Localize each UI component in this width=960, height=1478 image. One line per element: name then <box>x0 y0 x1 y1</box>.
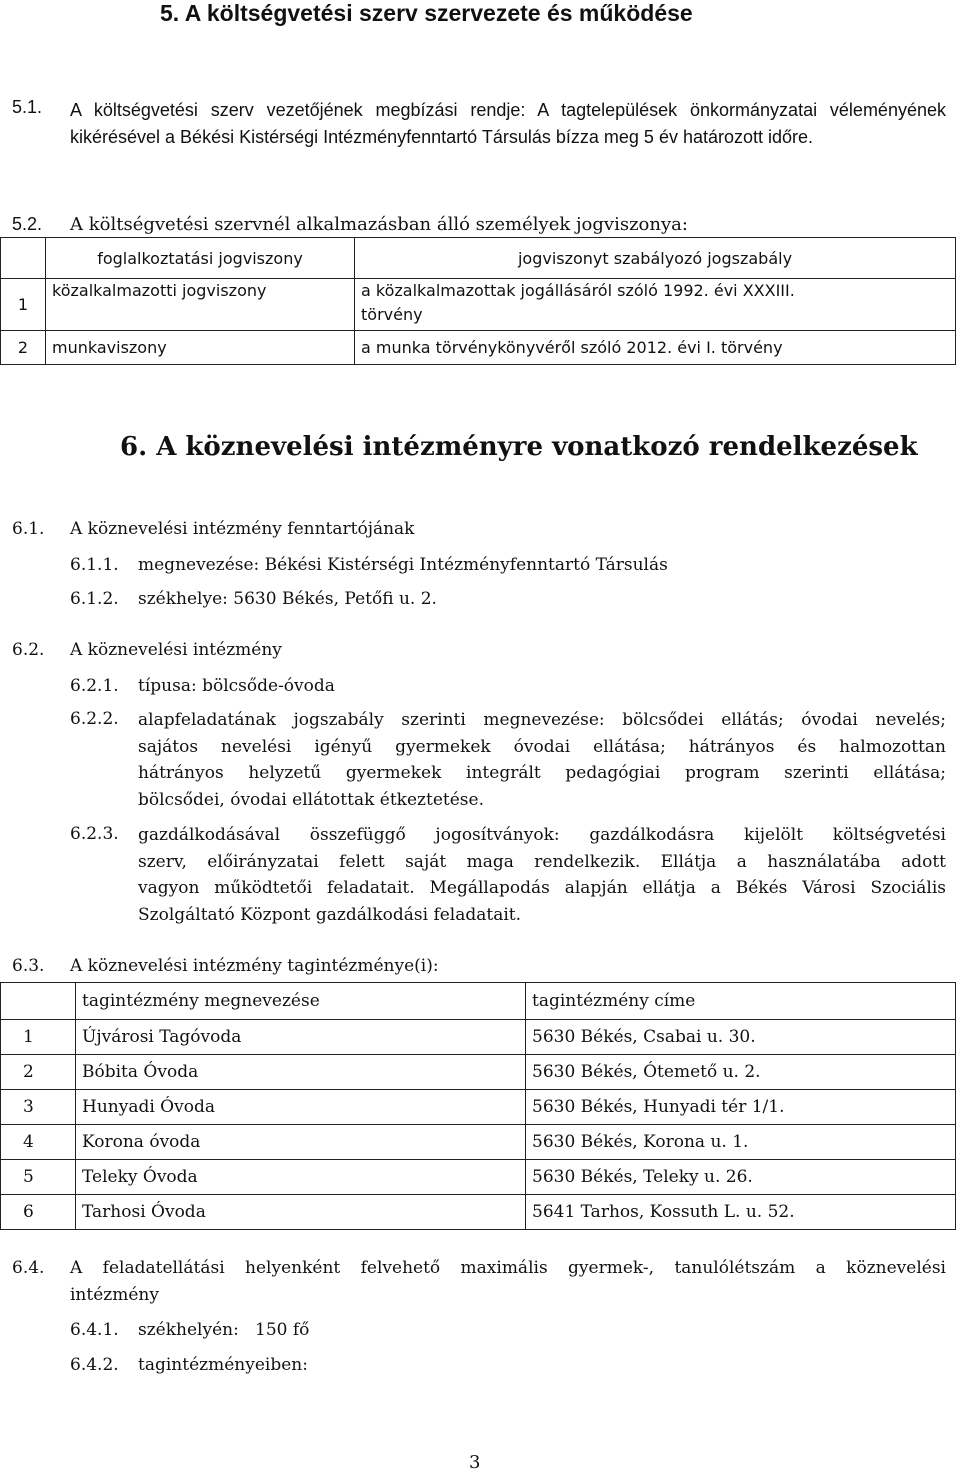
institution-address: 5630 Békés, Ótemető u. 2. <box>526 1055 956 1090</box>
institution-address: 5630 Békés, Csabai u. 30. <box>526 1020 956 1055</box>
item-number: 6.1.1. <box>70 555 119 575</box>
governing-law: a munka törvénykönyvéről szóló 2012. évi I. törvény <box>355 331 956 365</box>
institution-name: Újvárosi Tagóvoda <box>76 1020 526 1055</box>
section-6-1-title: A köznevelési intézmény fenntartójának <box>70 519 415 539</box>
institution-name: Bóbita Óvoda <box>76 1055 526 1090</box>
governing-law <box>355 279 956 331</box>
table-row <box>1 1160 956 1195</box>
row-number: 2 <box>1 1055 76 1090</box>
section-6-2-number: 6.2. <box>12 640 45 660</box>
section-5-heading: 5. A költségvetési szerv szervezete és működése <box>160 0 693 26</box>
row-number: 3 <box>1 1090 76 1125</box>
item-number: 6.2.2. <box>70 709 119 729</box>
institution-address: 5630 Békés, Teleky u. 26. <box>526 1160 956 1195</box>
core-tasks-paragraph <box>138 707 946 813</box>
management-rights-paragraph <box>138 822 946 928</box>
row-number: 1 <box>1 1020 76 1055</box>
section-6-4-number: 6.4. <box>12 1258 45 1278</box>
maintainer-name: megnevezése: Békési Kistérségi Intézményfenntartó Társulás <box>138 555 668 575</box>
page-number: 3 <box>469 1452 481 1473</box>
row-number: 1 <box>1 279 46 331</box>
table-header-row <box>1 983 956 1020</box>
text-line: sajátos nevelési igényű gyermekek óvodai ellátása; hátrányos és halmozottan <box>138 736 946 757</box>
text-line: szerv, előirányzatai felett saját maga rendelkezik. Ellátja a használatába adott <box>138 851 946 872</box>
text-line: alapfeladatának jogszabály szerinti megnevezése: bölcsődei ellátás; óvodai nevelés; <box>138 710 946 730</box>
institution-address: 5641 Tarhos, Kossuth L. u. 52. <box>526 1195 956 1230</box>
row-number: 6 <box>1 1195 76 1230</box>
text-line: bölcsődei, óvodai ellátottak étkeztetése. <box>138 789 484 810</box>
section-6-1-number: 6.1. <box>12 519 45 539</box>
table-row <box>1 279 956 331</box>
institution-name: Korona óvoda <box>76 1125 526 1160</box>
institution-address: 5630 Békés, Hunyadi tér 1/1. <box>526 1090 956 1125</box>
table-header-row <box>1 238 956 279</box>
item-number: 6.2.1. <box>70 676 119 696</box>
table-row <box>1 1055 956 1090</box>
paragraph-5-1-number: 5.1. <box>12 97 43 117</box>
maintainer-address: székhelye: 5630 Békés, Petőfi u. 2. <box>138 589 437 609</box>
table-row <box>1 1090 956 1125</box>
paragraph-5-1-text: A költségvetési szerv vezetőjének megbízási rendje: A tagtelepülések önkormányzatai véleményének kikérésével a Békési Kistérségi Intézményfenntartó Társulás bízza meg 5 év határozott időre. <box>70 100 946 147</box>
text-line: hátrányos helyzetű gyermekek integrált pedagógiai program szerinti ellátása; <box>138 763 946 783</box>
institution-name: Tarhosi Óvoda <box>76 1195 526 1230</box>
section-6-4-text: A feladatellátási helyenként felvehető maximális gyermek-, tanulólétszám a köznevelési <box>70 1258 946 1278</box>
row-number: 4 <box>1 1125 76 1160</box>
section-6-2-title: A köznevelési intézmény <box>70 640 282 660</box>
institution-name: Teleky Óvoda <box>76 1160 526 1195</box>
row-number: 5 <box>1 1160 76 1195</box>
item-number: 6.1.2. <box>70 589 119 609</box>
table-row <box>1 1195 956 1230</box>
table-row <box>1 1020 956 1055</box>
institution-name: Hunyadi Óvoda <box>76 1090 526 1125</box>
table-row <box>1 1125 956 1160</box>
table-cell <box>1 983 76 1020</box>
employment-type: munkaviszony <box>46 331 355 365</box>
table-cell <box>1 238 46 279</box>
section-6-heading: 6. A köznevelési intézményre vonatkozó rendelkezések <box>120 432 918 462</box>
governing-law-line: a közalkalmazottak jogállásáról szóló 1992. évi XXXIII. <box>361 281 795 300</box>
item-number: 6.2.3. <box>70 824 119 844</box>
section-6-4-text-cont: intézmény <box>70 1285 159 1305</box>
member-institutions-table <box>0 982 956 1230</box>
section-6-3-number: 6.3. <box>12 956 45 976</box>
column-header-name: tagintézmény megnevezése <box>76 983 526 1020</box>
governing-law-line: törvény <box>361 305 423 324</box>
employment-type: közalkalmazotti jogviszony <box>46 279 355 331</box>
item-number: 6.4.1. <box>70 1320 119 1340</box>
employment-relations-table <box>0 237 956 365</box>
column-header-employment-type: foglalkoztatási jogviszony <box>46 238 355 279</box>
text-line: vagyon működtetői feladatait. Megállapodás alapján ellátja a Békés Városi Szociális <box>138 878 946 898</box>
text-line: Szolgáltató Központ gazdálkodási feladatait. <box>138 904 522 925</box>
member-institutions-capacity: tagintézményeiben: <box>138 1355 308 1375</box>
column-header-governing-law: jogviszonyt szabályozó jogszabály <box>355 238 956 279</box>
section-6-3-title: A köznevelési intézmény tagintézménye(i): <box>70 956 439 976</box>
institution-type: típusa: bölcsőde-óvoda <box>138 676 335 696</box>
column-header-address: tagintézmény címe <box>526 983 956 1020</box>
paragraph-5-2-number: 5.2. <box>12 214 43 234</box>
text-line: gazdálkodásával összefüggő jogosítványok: gazdálkodásra kijelölt költségvetési <box>138 825 946 845</box>
paragraph-5-2-text: A költségvetési szervnél alkalmazásban álló személyek jogviszonya: <box>70 214 688 235</box>
row-number: 2 <box>1 331 46 365</box>
institution-address: 5630 Békés, Korona u. 1. <box>526 1125 956 1160</box>
item-number: 6.4.2. <box>70 1355 119 1375</box>
table-row <box>1 331 956 365</box>
headquarters-capacity: székhelyén: 150 fő <box>138 1320 310 1340</box>
